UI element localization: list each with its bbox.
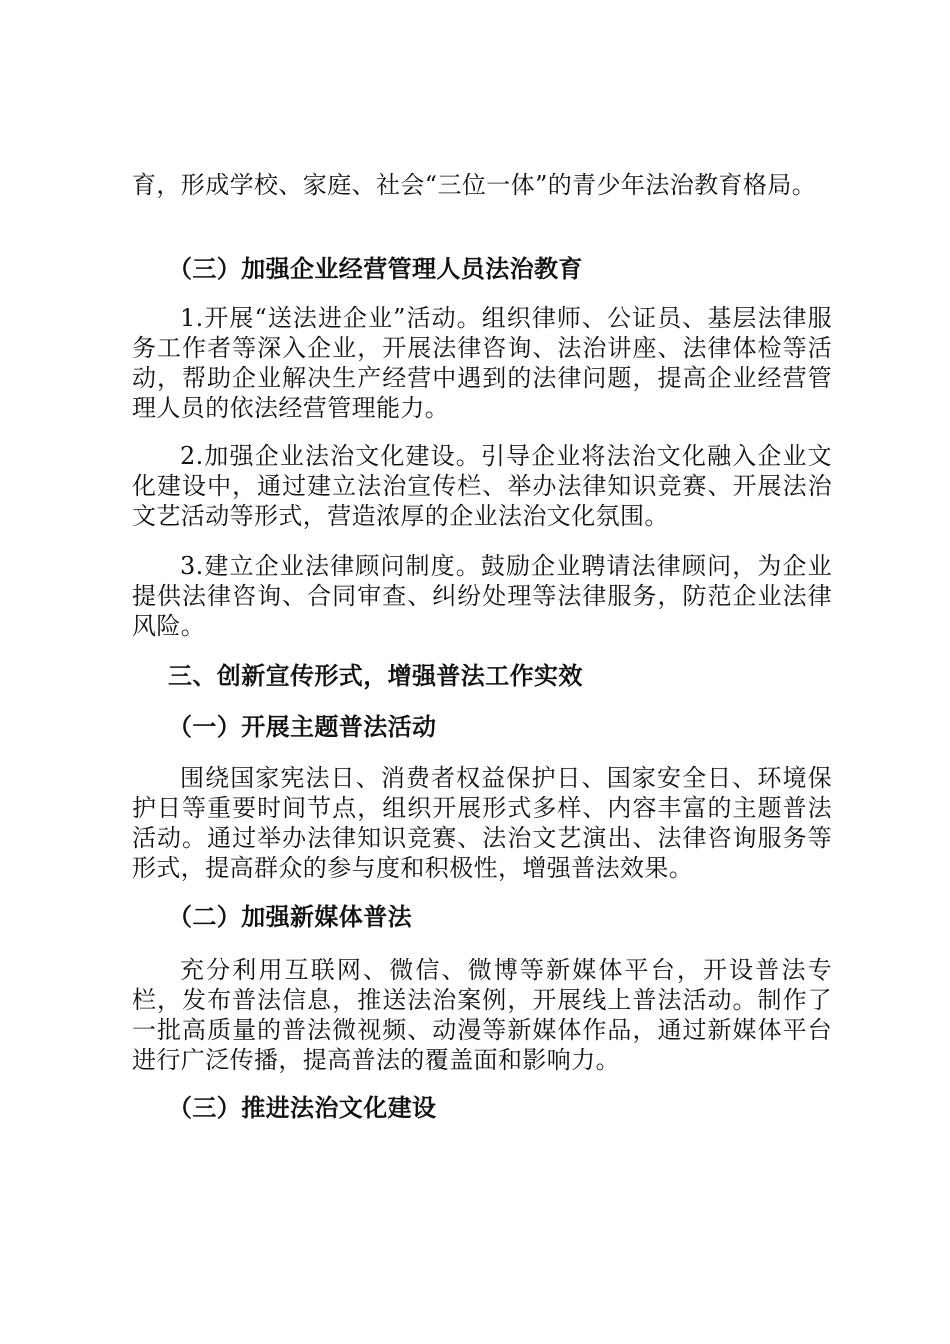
paragraph-theme-activities: 围绕国家宪法日、消费者权益保护日、国家安全日、环境保护日等重要时间节点，组织开展形式多样、内容丰富的主题普法活动。通过举办法律知识竞赛、法治文艺演出、法律咨询服务等形式，提高群众的参与度和积极性，增强普法效果。: [132, 764, 832, 882]
paragraph-item-1: 1.开展“送法进企业”活动。组织律师、公证员、基层法律服务工作者等深入企业，开展法律咨询、法治讲座、法律体检等活动，帮助企业解决生产经营中遇到的法律问题，提高企业经营管理人员的依法经营管理能力。: [132, 304, 832, 422]
chapter-heading-innovation: 三、创新宣传形式，增强普法工作实效: [168, 662, 583, 690]
paragraph-continuation: 育，形成学校、家庭、社会“三位一体”的青少年法治教育格局。: [132, 171, 817, 199]
section-heading-theme: （一）开展主题普法活动: [168, 713, 437, 741]
paragraph-item-2: 2.加强企业法治文化建设。引导企业将法治文化融入企业文化建设中，通过建立法治宣传栏、举办法律知识竞赛、开展法治文艺活动等形式，营造浓厚的企业法治文化氛围。: [132, 442, 832, 530]
paragraph-new-media: 充分利用互联网、微信、微博等新媒体平台，开设普法专栏，发布普法信息，推送法治案例，开展线上普法活动。制作了一批高质量的普法微视频、动漫等新媒体作品，通过新媒体平台进行广泛传播，提高普法的覆盖面和影响力。: [132, 956, 832, 1074]
section-heading-enterprise: （三）加强企业经营管理人员法治教育: [168, 255, 583, 283]
paragraph-item-3: 3.建立企业法律顾问制度。鼓励企业聘请法律顾问，为企业提供法律咨询、合同审查、纠纷处理等法律服务，防范企业法律风险。: [132, 552, 832, 640]
section-heading-new-media: （二）加强新媒体普法: [168, 903, 412, 931]
section-heading-culture: （三）推进法治文化建设: [168, 1094, 437, 1122]
